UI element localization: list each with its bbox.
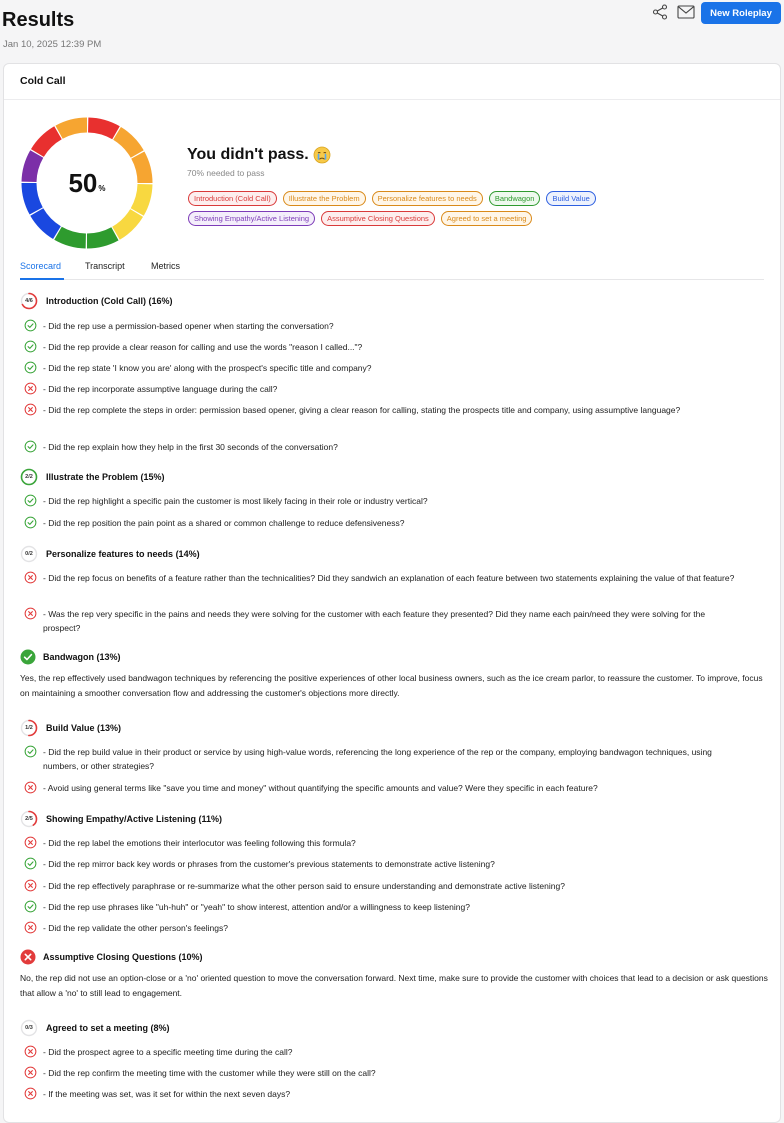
criterion-text: - Did the rep position the pain point as a shared or common challenge to reduce defensiveness? (43, 518, 405, 528)
score-unit: % (98, 183, 106, 193)
section-weight: (10%) (178, 952, 203, 962)
x-circle-icon (24, 1066, 37, 1079)
x-circle-icon (24, 879, 37, 892)
section-weight: (11%) (198, 814, 223, 824)
active-tab-indicator (20, 278, 64, 280)
section-progress (20, 810, 38, 828)
criterion-text: - If the meeting was set, was it set for within the next seven days? (43, 1089, 291, 1099)
section-title: Illustrate the Problem (46, 472, 139, 482)
check-circle-icon (24, 494, 37, 507)
section-feedback: No, the rep did not use an option-close or a 'no' oriented question to move the conversation forward. Next time, make sure to provide the customer with choices that lead to a decision or ask questions that allow a 'no' to still lead to engagement. (20, 973, 768, 998)
x-circle-icon (24, 403, 37, 416)
criterion-text: - Did the rep use phrases like "uh-huh" or "yeah" to show interest, attention and/or a willingness to keep listening? (43, 902, 470, 912)
section-header (20, 292, 173, 310)
criterion-item (24, 361, 744, 375)
section-title: Personalize features to needs (46, 549, 174, 559)
result-heading (187, 146, 331, 164)
tabs-divider (20, 279, 764, 280)
criterion-text: - Did the rep focus on benefits of a feature rather than the technicalities? Did they sandwich an explanation of each feature between two statements explaining the value of that feature? (43, 573, 735, 583)
x-circle-icon (24, 571, 37, 584)
criterion-text: - Did the rep complete the steps in order: permission based opener, giving a clear reason for calling, stating the prospects title and company, using assumptive language? (43, 405, 681, 415)
section-header (20, 545, 200, 563)
crying-face-icon (313, 146, 331, 164)
page-header (0, 0, 784, 62)
x-circle-icon (24, 382, 37, 395)
section-title: Introduction (Cold Call) (46, 296, 146, 306)
check-circle-icon (24, 361, 37, 374)
section-header (20, 810, 222, 828)
criterion-text: - Did the rep confirm the meeting time with the customer while they were still on the call? (43, 1068, 376, 1078)
section-weight: (13%) (97, 723, 122, 733)
criterion-text: - Did the rep build value in their product or service by using high-value words, referencing the long experience of the rep or the company, employing bandwagon techniques, using numbers, or other strategies? (43, 747, 712, 771)
criterion-item (24, 1087, 744, 1101)
criterion-item (24, 1045, 744, 1059)
criterion-item (24, 319, 744, 333)
results-card (3, 63, 781, 1123)
category-chips (188, 191, 658, 226)
criterion-text: - Did the rep label the emotions their interlocutor was feeling following this formula? (43, 838, 356, 848)
section-progress (20, 545, 38, 563)
category-chip: Showing Empathy/Active Listening (188, 211, 315, 226)
criterion-item (24, 900, 744, 914)
section-header (20, 1019, 170, 1037)
category-chip: Agreed to set a meeting (441, 211, 533, 226)
x-circle-icon (24, 921, 37, 934)
x-circle-icon (24, 781, 37, 794)
check-circle-icon (24, 745, 37, 758)
criterion-text: - Did the prospect agree to a specific meeting time during the call? (43, 1047, 293, 1057)
section-progress-label: 4/6 (25, 298, 33, 304)
category-chip: Illustrate the Problem (283, 191, 366, 206)
criterion-item (24, 857, 744, 871)
category-chip: Personalize features to needs (372, 191, 483, 206)
criterion-text: - Did the rep highlight a specific pain the customer is most likely facing in their role or industry vertical? (43, 496, 428, 506)
result-tabs (4, 255, 764, 281)
x-circle-icon (24, 607, 37, 620)
section-progress-label: 2/5 (25, 816, 33, 822)
criterion-item (24, 494, 744, 508)
category-chip: Assumptive Closing Questions (321, 211, 435, 226)
card-title: Cold Call (20, 75, 66, 87)
section-progress-label: 0/2 (25, 551, 33, 557)
section-progress (20, 1019, 38, 1037)
category-chip: Introduction (Cold Call) (188, 191, 277, 206)
section-title: Showing Empathy/Active Listening (46, 814, 197, 824)
criterion-item (24, 516, 744, 530)
criterion-text: - Was the rep very specific in the pains and needs they were solving for the customer with each feature they presented? Did they name each pain/need they were solving for the prospect? (43, 609, 706, 633)
score-value: 50 (68, 167, 98, 198)
check-circle-icon (24, 857, 37, 870)
section-title: Build Value (46, 723, 95, 733)
criterion-item (24, 745, 744, 773)
x-filled-icon (20, 949, 36, 965)
section-header (20, 649, 121, 665)
section-title: Bandwagon (43, 652, 94, 662)
check-circle-icon (24, 440, 37, 453)
tab-transcript[interactable]: Transcript (85, 261, 125, 271)
section-header (20, 468, 165, 486)
criterion-text: - Did the rep explain how they help in the first 30 seconds of the conversation? (43, 442, 338, 452)
mail-icon[interactable] (677, 5, 695, 19)
criterion-item (24, 879, 744, 893)
criterion-item (24, 836, 744, 850)
section-header (20, 949, 203, 965)
check-circle-icon (24, 900, 37, 913)
section-weight: (15%) (140, 472, 165, 482)
criterion-text: - Did the rep use a permission-based opener when starting the conversation? (43, 321, 334, 331)
criterion-item (24, 340, 744, 354)
tab-metrics[interactable]: Metrics (151, 261, 180, 271)
criterion-item (24, 921, 744, 935)
section-progress-label: 1/2 (25, 725, 33, 731)
criterion-item (24, 440, 744, 454)
criterion-text: - Did the rep incorporate assumptive language during the call? (43, 384, 278, 394)
section-progress (20, 468, 38, 486)
criterion-item (24, 403, 744, 417)
criterion-text: - Avoid using general terms like "save you time and money" without quantifying the specific amounts and value? Were they specific in each feature? (43, 783, 598, 793)
share-icon[interactable] (652, 4, 668, 20)
section-feedback: Yes, the rep effectively used bandwagon techniques by referencing the positive experiences of other local business owners, such as the ice cream parlor, to reassure the customer. To improve, focus on maintaining a smoother conversation flow and addressing the customer's objections more directly. (20, 673, 763, 698)
page-date: Jan 10, 2025 12:39 PM (3, 39, 102, 50)
check-circle-icon (24, 340, 37, 353)
result-text: You didn't pass. (187, 146, 309, 163)
criterion-item (24, 607, 744, 635)
section-weight: (14%) (175, 549, 200, 559)
new-roleplay-button[interactable]: New Roleplay (701, 2, 781, 24)
page-title: Results (2, 9, 75, 31)
section-weight: (16%) (148, 296, 173, 306)
criterion-text: - Did the rep validate the other person's feelings? (43, 923, 228, 933)
x-circle-icon (24, 1045, 37, 1058)
section-weight: (13%) (96, 652, 121, 662)
x-circle-icon (24, 1087, 37, 1100)
section-header (20, 719, 121, 737)
category-chip: Bandwagon (489, 191, 541, 206)
check-circle-icon (24, 516, 37, 529)
criterion-item (24, 382, 744, 396)
section-progress-label: 0/3 (25, 1025, 33, 1031)
criterion-text: - Did the rep state 'I know you are' along with the prospect's specific title and company? (43, 363, 372, 373)
check-filled-icon (20, 649, 36, 665)
criterion-text: - Did the rep mirror back key words or phrases from the customer's previous statements to demonstrate active listening? (43, 859, 495, 869)
section-title: Assumptive Closing Questions (43, 952, 177, 962)
section-progress (20, 719, 38, 737)
criterion-item (24, 571, 744, 585)
score-display (20, 116, 154, 250)
section-progress-label: 2/2 (25, 474, 33, 480)
criterion-text: - Did the rep provide a clear reason for calling and use the words "reason I called..."? (43, 342, 363, 352)
section-weight: (8%) (150, 1023, 170, 1033)
section-progress (20, 292, 38, 310)
check-circle-icon (24, 319, 37, 332)
pass-threshold: 70% needed to pass (187, 168, 265, 178)
criterion-item (24, 781, 744, 795)
section-title: Agreed to set a meeting (46, 1023, 149, 1033)
tab-scorecard[interactable]: Scorecard (20, 261, 62, 271)
card-divider (4, 99, 780, 100)
category-chip: Build Value (546, 191, 595, 206)
x-circle-icon (24, 836, 37, 849)
criterion-text: - Did the rep effectively paraphrase or re-summarize what the other person said to ensure understanding and demonstrate active listening? (43, 881, 565, 891)
criterion-item (24, 1066, 744, 1080)
